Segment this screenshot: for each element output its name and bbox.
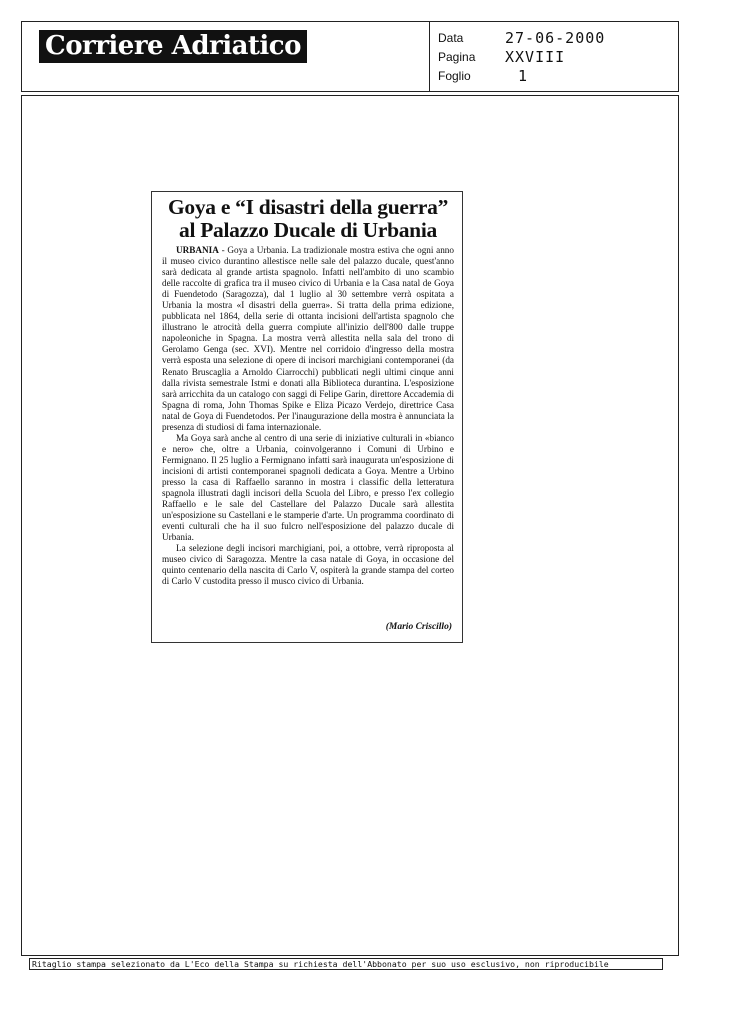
article-clipping [151,191,463,643]
paragraph-1-text: - Goya a Urbania. La tradizionale mostra estiva che ogni anno il museo civico durantino allestisce nelle sale del palazzo ducale, quest'anno sarà dedicata al grande artista spagnolo. Infatti nell'ambito di uno scambio delle raccolte di grafica tra il museo civico di Urbania e la Casa natal de Goya di Fuendetodo (Saragozza), dal 1 luglio al 30 settembre verrà ospitata a Urbania la mostra «I disastri della guerra». Si tratta della prima edizione, pubblicata nel 1864, della serie di ottanta incisioni dell'artista spagnolo che illustrano le atrocità della guerra compiute all'inizio dell'800 dalle truppe napoleoniche in Spagna. La mostra verrà allestita nella sala del trono di Gerolamo Genga (sec. XVI). Mentre nel corridoio d'ingresso della mostra verrà esposta una selezione di opere di incisori marchigiani contemporanei (da Renato Bruscaglia a Arnoldo Ciarrocchi) pubblicati negli ultimi cinque anni dalla rivista semestrale Istmi e donati alla Biblioteca durantina. L'esposizione sarà arricchita da un catalogo con saggi di Felipe Garin, direttore Accademia di Spagna di roma, John Thomas Spike e Eliza Picazo Verdejo, direttrice Casa natal de Goya di Fuendetodos. Per l'inaugurazione della mostra è annunciata la presenza di studiosi di fama internazionale. [162,245,454,432]
masthead-logo: Corriere Adriatico [39,30,307,63]
date-row [438,29,668,48]
date-label: Data [438,31,464,45]
page-value: XXVIII [505,48,566,66]
dateline-place: URBANIA [176,245,219,255]
paragraph-2: Ma Goya sarà anche al centro di una serie di iniziative culturali in «bianco e nero» che, oltre a Urbania, coinvolgeranno i Comuni di Urbino e Fermignano. Il 25 luglio a Fermignano infatti sarà inaugurata un'esposizione di incisioni di artisti contemporanei spagnoli dedicata a Goya. Mentre a Urbino presso la casa di Raffaello saranno in mostra i classific della letteratura spagnola illustrati dagli incisori della Scuola del Libro, e presso l'ex collegio Raffaello e le sale del Castellare del Palazzo Ducale sarà allestita un'esposizione su Castellani e le stamperie d'arte. Un programma coordinato di eventi culturali che ha il suo fulcro nell'esposizione del palazzo ducale di Urbania. [162,432,454,543]
header-box [21,21,679,92]
paragraph-3: La selezione degli incisori marchigiani, poi, a ottobre, verrà riproposta al museo civico di Saragozza. Mentre la casa natale di Goya, in occasione del quinto centenario della nascita di Carlo V, ospiterà la grande stampa del corteo di Carlo V custodita presso il musco civico di Urbania. [162,543,454,587]
page-label: Pagina [438,50,476,64]
article-byline: (Mario Criscillo) [385,622,452,632]
article-body [162,245,454,587]
page-row [438,48,668,67]
header-divider [429,22,430,91]
paragraph-1 [162,245,454,433]
sheet-row [438,67,668,86]
copyright-footer: Ritaglio stampa selezionato da L'Eco della Stampa su richiesta dell'Abbonato per suo uso esclusivo, non riproducibile [29,958,663,970]
sheet-value: 1 [518,67,529,85]
headline-line-1: Goya e “I disastri della guerra” [167,195,449,219]
article-headline [162,196,454,242]
clipping-metadata [438,29,668,86]
headline-line-2: al Palazzo Ducale di Urbania [179,218,437,242]
sheet-label: Foglio [438,69,471,83]
date-value: 27-06-2000 [505,29,606,47]
